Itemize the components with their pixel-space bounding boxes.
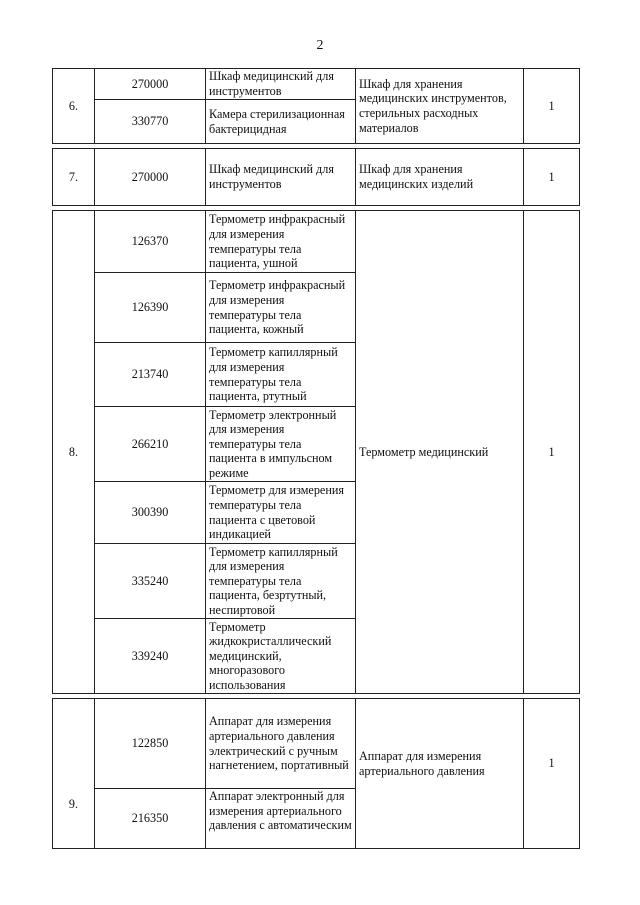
table-row — [53, 69, 580, 100]
section-number: 7. — [53, 149, 95, 206]
item-name: Термометр инфракрасный для измерения температуры тела пациента, ушной — [206, 211, 356, 273]
page-number: 2 — [316, 38, 324, 53]
item-code: 330770 — [95, 100, 206, 144]
section-number: 8. — [53, 211, 95, 694]
item-code: 335240 — [95, 544, 206, 619]
item-code: 270000 — [95, 69, 206, 100]
item-name: Шкаф медицинский для инструментов — [206, 149, 356, 206]
group-name: Шкаф для хранения медицинских инструментов, стерильных расходных материалов — [356, 69, 524, 144]
item-name: Термометр жидкокристаллический медицинский, многоразового использования — [206, 619, 356, 694]
group-name: Термометр медицинский — [356, 211, 524, 694]
item-code: 300390 — [95, 482, 206, 544]
item-code: 126390 — [95, 273, 206, 343]
table-row — [53, 699, 580, 789]
item-name: Термометр капиллярный для измерения температуры тела пациента, безртутный, неспиртовой — [206, 544, 356, 619]
item-name: Аппарат электронный для измерения артериального давления с автоматическим — [206, 789, 356, 849]
item-name: Термометр инфракрасный для измерения температуры тела пациента, кожный — [206, 273, 356, 343]
quantity: 1 — [524, 149, 580, 206]
section-number: 6. — [53, 69, 95, 144]
item-code: 213740 — [95, 343, 206, 407]
item-name: Аппарат для измерения артериального давления электрический с ручным нагнетением, портативный — [206, 699, 356, 789]
item-name: Термометр электронный для измерения температуры тела пациента в импульсном режиме — [206, 407, 356, 482]
item-code: 126370 — [95, 211, 206, 273]
table-row — [53, 149, 580, 206]
section-number: 9. — [53, 699, 95, 849]
item-code: 122850 — [95, 699, 206, 789]
item-name: Термометр капиллярный для измерения температуры тела пациента, ртутный — [206, 343, 356, 407]
equipment-table — [52, 68, 580, 849]
group-name: Аппарат для измерения артериального давления — [356, 699, 524, 849]
quantity: 1 — [524, 69, 580, 144]
group-name: Шкаф для хранения медицинских изделий — [356, 149, 524, 206]
item-code: 216350 — [95, 789, 206, 849]
quantity: 1 — [524, 211, 580, 694]
item-name: Камера стерилизационная бактерицидная — [206, 100, 356, 144]
table-row — [53, 211, 580, 273]
quantity: 1 — [524, 699, 580, 849]
item-code: 266210 — [95, 407, 206, 482]
item-code: 270000 — [95, 149, 206, 206]
item-name: Шкаф медицинский для инструментов — [206, 69, 356, 100]
item-name: Термометр для измерения температуры тела пациента с цветовой индикацией — [206, 482, 356, 544]
item-code: 339240 — [95, 619, 206, 694]
